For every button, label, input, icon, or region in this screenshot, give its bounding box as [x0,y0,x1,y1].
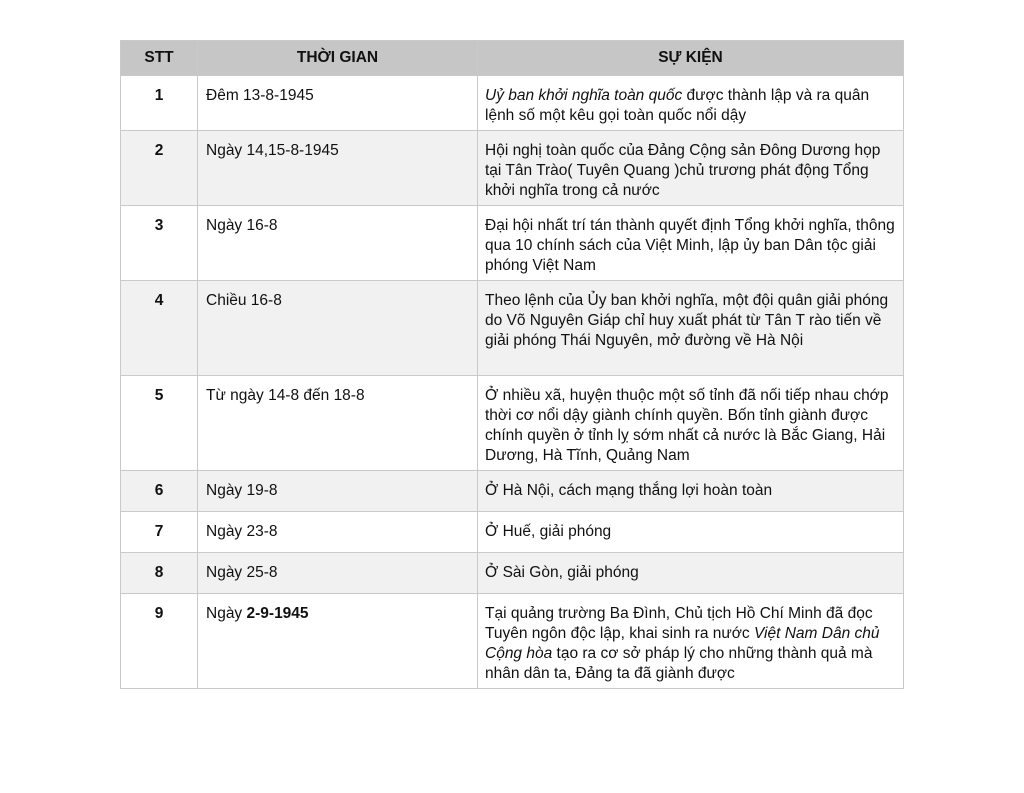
events-table [120,40,904,689]
row-time: Ngày 19-8 [198,471,478,512]
row-event: Ở Huế, giải phóng [478,512,904,553]
row-event [478,594,904,689]
table-header-row [121,41,904,76]
row-event: Ở Hà Nội, cách mạng thắng lợi hoàn toàn [478,471,904,512]
event-italic-text: Uỷ ban khởi nghĩa toàn quốc [485,87,683,104]
row-event: Đại hội nhất trí tán thành quyết định Tổng khởi nghĩa, thông qua 10 chính sách của Việt Minh, lập ủy ban Dân tộc giải phóng Việt Nam [478,206,904,281]
row-time: Ngày 14,15-8-1945 [198,131,478,206]
row-time: Từ ngày 14-8 đến 18-8 [198,376,478,471]
event-text: được thành lập và ra quân lệnh số một kêu gọi toàn quốc nổi dậy [485,87,870,124]
row-event [478,76,904,131]
row-stt: 5 [121,376,198,471]
table-row [121,131,904,206]
row-time: Ngày 16-8 [198,206,478,281]
table-row [121,512,904,553]
event-text-b: tạo ra cơ sở pháp lý cho những thành quả mà nhân dân ta, Đảng ta đã giành được [485,645,873,682]
event-italic-text: Việt Nam Dân chủ Cộng hòa [485,625,880,662]
row-stt: 6 [121,471,198,512]
table-row [121,206,904,281]
table-row [121,76,904,131]
row-event: Ở nhiều xã, huyện thuộc một số tỉnh đã nối tiếp nhau chớp thời cơ nổi dậy giành chính quyền. Bốn tỉnh giành được chính quyền ở tỉnh lỵ sớm nhất cả nước là Bắc Giang, Hải Dương, Hà Tĩnh, Quảng Nam [478,376,904,471]
time-bold-text: 2-9-1945 [246,605,309,622]
row-event: Ở Sài Gòn, giải phóng [478,553,904,594]
row-time: Đêm 13-8-1945 [198,76,478,131]
row-time: Chiều 16-8 [198,281,478,376]
row-event: Hội nghị toàn quốc của Đảng Cộng sản Đông Dương họp tại Tân Trào( Tuyên Quang )chủ trương phát động Tổng khởi nghĩa trong cả nước [478,131,904,206]
row-time: Ngày 25-8 [198,553,478,594]
table-row [121,281,904,376]
header-stt: STT [121,41,198,76]
header-event: SỰ KIỆN [478,41,904,76]
row-time [198,594,478,689]
row-event: Theo lệnh của Ủy ban khởi nghĩa, một đội quân giải phóng do Võ Nguyên Giáp chỉ huy xuất phát từ Tân T rào tiến về giải phóng Thái Nguyên, mở đường về Hà Nội [478,281,904,376]
row-stt: 3 [121,206,198,281]
table-row [121,594,904,689]
row-stt: 1 [121,76,198,131]
row-stt: 7 [121,512,198,553]
row-stt: 9 [121,594,198,689]
row-stt: 4 [121,281,198,376]
table-row [121,376,904,471]
table-row [121,553,904,594]
table-row [121,471,904,512]
time-prefix-text: Ngày [206,605,247,622]
header-time: THỜI GIAN [198,41,478,76]
row-stt: 8 [121,553,198,594]
row-stt: 2 [121,131,198,206]
row-time: Ngày 23-8 [198,512,478,553]
event-text-a: Tại quảng trường Ba Đình, Chủ tịch Hồ Chí Minh đã đọc Tuyên ngôn độc lập, khai sinh ra nước [485,605,873,642]
